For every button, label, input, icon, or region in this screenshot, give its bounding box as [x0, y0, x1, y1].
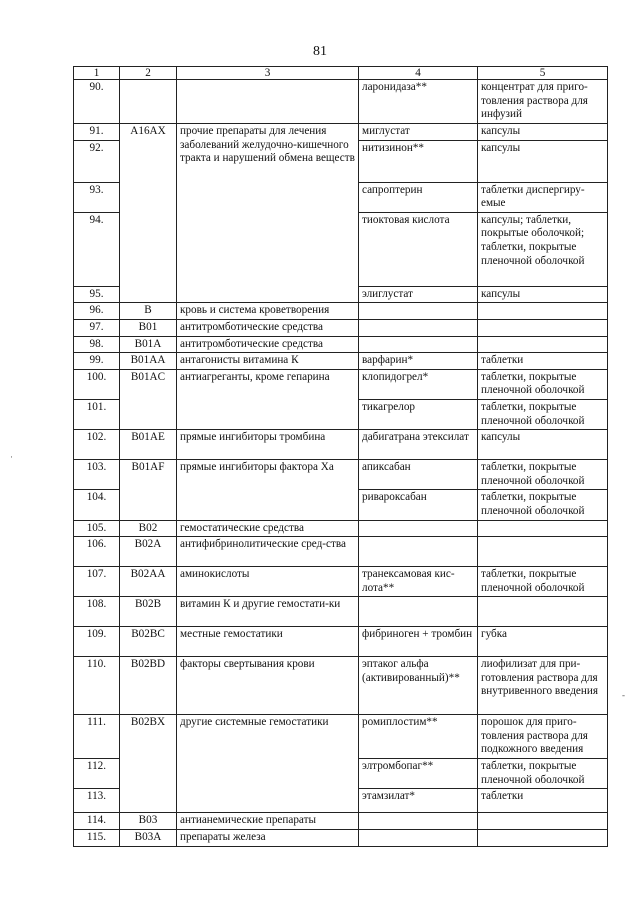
- drug-name: варфарин*: [359, 353, 478, 370]
- drug-name: сапроптерин: [359, 182, 478, 212]
- drug-name: [359, 336, 478, 353]
- atc-code: B02B: [120, 597, 177, 627]
- table-row: [74, 430, 608, 460]
- row-number: 112.: [74, 759, 120, 789]
- group-name: прямые ингибиторы фактора Xa: [177, 460, 359, 490]
- drug-name: апиксабан: [359, 460, 478, 490]
- atc-code: [120, 140, 177, 182]
- scan-speck: ·: [10, 452, 13, 462]
- group-name: антитромботические средства: [177, 336, 359, 353]
- drug-name: [359, 597, 478, 627]
- atc-code: B01AC: [120, 369, 177, 399]
- dosage-form: [478, 520, 608, 537]
- drug-name: тикагрелор: [359, 399, 478, 429]
- row-number: 100.: [74, 369, 120, 399]
- drug-name: тиоктовая кислота: [359, 212, 478, 286]
- group-name: кровь и система кроветворения: [177, 303, 359, 320]
- group-name: антагонисты витамина К: [177, 353, 359, 370]
- row-number: 91.: [74, 124, 120, 141]
- drug-name: [359, 319, 478, 336]
- table-row: [74, 789, 608, 813]
- dosage-form: таблетки, покрытые пленочной оболочкой: [478, 460, 608, 490]
- drug-name: миглустат: [359, 124, 478, 141]
- group-name: антитромботические средства: [177, 319, 359, 336]
- dosage-form: [478, 319, 608, 336]
- group-name: антиагреганты, кроме гепарина: [177, 369, 359, 399]
- drug-name: ромиплостим**: [359, 715, 478, 759]
- atc-code: [120, 80, 177, 124]
- row-number: 101.: [74, 399, 120, 429]
- dosage-form: [478, 537, 608, 567]
- atc-code: B01: [120, 319, 177, 336]
- drug-name: этамзилат*: [359, 789, 478, 813]
- atc-code: [120, 212, 177, 286]
- table-row: [74, 80, 608, 124]
- group-name: гемостатические средства: [177, 520, 359, 537]
- row-number: 95.: [74, 286, 120, 303]
- row-number: 113.: [74, 789, 120, 813]
- header-cell: 5: [478, 67, 608, 80]
- table-row: [74, 490, 608, 520]
- dosage-form: [478, 303, 608, 320]
- drug-name: фибриноген + тромбин: [359, 627, 478, 657]
- table-row: [74, 319, 608, 336]
- atc-code: [120, 286, 177, 303]
- dosage-form: [478, 597, 608, 627]
- group-name: местные гемостатики: [177, 627, 359, 657]
- table-row: [74, 212, 608, 286]
- page-number: 81: [313, 44, 327, 59]
- table-row: [74, 353, 608, 370]
- atc-code: B03A: [120, 830, 177, 847]
- atc-code: B02AA: [120, 567, 177, 597]
- atc-code: [120, 759, 177, 789]
- table-header-row: [74, 67, 608, 80]
- drug-name: ривароксабан: [359, 490, 478, 520]
- row-number: 106.: [74, 537, 120, 567]
- dosage-form: капсулы: [478, 140, 608, 182]
- drug-name: дабигатрана этексилат: [359, 430, 478, 460]
- table-row: [74, 460, 608, 490]
- dosage-form: [478, 830, 608, 847]
- atc-code: B03: [120, 813, 177, 830]
- atc-code: [120, 399, 177, 429]
- drug-name: [359, 537, 478, 567]
- row-number: 92.: [74, 140, 120, 182]
- table-row: [74, 286, 608, 303]
- group-name: другие системные гемостатики: [177, 715, 359, 759]
- row-number: 109.: [74, 627, 120, 657]
- dosage-form: концентрат для приго-товления раствора для инфузий: [478, 80, 608, 124]
- dosage-form: таблетки, покрытые пленочной оболочкой: [478, 759, 608, 789]
- dosage-form: капсулы: [478, 286, 608, 303]
- dosage-form: таблетки: [478, 789, 608, 813]
- dosage-form: таблетки, покрытые пленочной оболочкой: [478, 490, 608, 520]
- table-row: [74, 182, 608, 212]
- table-row: [74, 537, 608, 567]
- row-number: 94.: [74, 212, 120, 286]
- drug-name: клопидогрел*: [359, 369, 478, 399]
- dosage-form: таблетки, покрытые пленочной оболочкой: [478, 567, 608, 597]
- row-number: 115.: [74, 830, 120, 847]
- group-name: [177, 759, 359, 789]
- group-name: [177, 80, 359, 124]
- row-number: 114.: [74, 813, 120, 830]
- row-number: 104.: [74, 490, 120, 520]
- atc-code: B01AA: [120, 353, 177, 370]
- atc-code: B02BX: [120, 715, 177, 759]
- table-row: [74, 759, 608, 789]
- row-number: 102.: [74, 430, 120, 460]
- group-name: антианемические препараты: [177, 813, 359, 830]
- atc-code: B02BD: [120, 657, 177, 715]
- drug-name: нитизинон**: [359, 140, 478, 182]
- row-number: 97.: [74, 319, 120, 336]
- dosage-form: порошок для приго-товления раствора для подкожного введения: [478, 715, 608, 759]
- drug-name: ларонидаза**: [359, 80, 478, 124]
- drug-name: элтромбопаг**: [359, 759, 478, 789]
- table-row: [74, 813, 608, 830]
- atc-code: B01AE: [120, 430, 177, 460]
- group-name: прочие препараты для лечения заболеваний желудочно-кишечного тракта и нарушений обмена веществ: [177, 124, 359, 183]
- row-number: 103.: [74, 460, 120, 490]
- atc-code: B01AF: [120, 460, 177, 490]
- atc-code: B02: [120, 520, 177, 537]
- drug-name: транексамовая кис-лота**: [359, 567, 478, 597]
- row-number: 98.: [74, 336, 120, 353]
- table-row: [74, 657, 608, 715]
- dosage-form: таблетки диспергиру-емые: [478, 182, 608, 212]
- dosage-form: [478, 336, 608, 353]
- table-row: [74, 399, 608, 429]
- table-row: [74, 715, 608, 759]
- drug-name: [359, 303, 478, 320]
- group-name: [177, 212, 359, 286]
- table-row: [74, 627, 608, 657]
- dosage-form: капсулы; таблетки, покрытые оболочкой; таблетки, покрытые пленочной оболочкой: [478, 212, 608, 286]
- atc-code: B02BC: [120, 627, 177, 657]
- atc-code: B02A: [120, 537, 177, 567]
- row-number: 105.: [74, 520, 120, 537]
- table-row: [74, 369, 608, 399]
- header-cell: 2: [120, 67, 177, 80]
- row-number: 90.: [74, 80, 120, 124]
- table-row: [74, 567, 608, 597]
- drug-name: элиглустат: [359, 286, 478, 303]
- dosage-form: капсулы: [478, 430, 608, 460]
- table-row: [74, 336, 608, 353]
- table-row: [74, 597, 608, 627]
- group-name: факторы свертывания крови: [177, 657, 359, 715]
- dosage-form: капсулы: [478, 124, 608, 141]
- atc-code: B: [120, 303, 177, 320]
- dosage-form: лиофилизат для при-готовления раствора для внутривенного введения: [478, 657, 608, 715]
- dosage-form: таблетки: [478, 353, 608, 370]
- row-number: 93.: [74, 182, 120, 212]
- atc-code: B01A: [120, 336, 177, 353]
- group-name: витамин К и другие гемостати-ки: [177, 597, 359, 627]
- atc-code: [120, 490, 177, 520]
- dosage-form: [478, 813, 608, 830]
- row-number: 96.: [74, 303, 120, 320]
- scan-speck: ‑: [622, 690, 625, 700]
- group-name: [177, 399, 359, 429]
- group-name: [177, 490, 359, 520]
- table-row: [74, 830, 608, 847]
- drug-name: [359, 830, 478, 847]
- table-row: [74, 303, 608, 320]
- dosage-form: таблетки, покрытые пленочной оболочкой: [478, 399, 608, 429]
- row-number: 108.: [74, 597, 120, 627]
- table-row: [74, 520, 608, 537]
- group-name: препараты железа: [177, 830, 359, 847]
- group-name: антифибринолитические сред-ства: [177, 537, 359, 567]
- row-number: 110.: [74, 657, 120, 715]
- row-number: 107.: [74, 567, 120, 597]
- dosage-form: таблетки, покрытые пленочной оболочкой: [478, 369, 608, 399]
- atc-code: [120, 182, 177, 212]
- group-name: [177, 789, 359, 813]
- dosage-form: губка: [478, 627, 608, 657]
- group-name: прямые ингибиторы тромбина: [177, 430, 359, 460]
- header-cell: 4: [359, 67, 478, 80]
- row-number: 111.: [74, 715, 120, 759]
- header-cell: 3: [177, 67, 359, 80]
- drug-name: эптаког альфа (активированный)**: [359, 657, 478, 715]
- drug-table: [73, 66, 608, 847]
- table-row: [74, 124, 608, 141]
- atc-code: [120, 789, 177, 813]
- drug-name: [359, 813, 478, 830]
- group-name: аминокислоты: [177, 567, 359, 597]
- atc-code: A16AX: [120, 124, 177, 141]
- row-number: 99.: [74, 353, 120, 370]
- group-name: [177, 182, 359, 212]
- header-cell: 1: [74, 67, 120, 80]
- group-name: [177, 286, 359, 303]
- drug-name: [359, 520, 478, 537]
